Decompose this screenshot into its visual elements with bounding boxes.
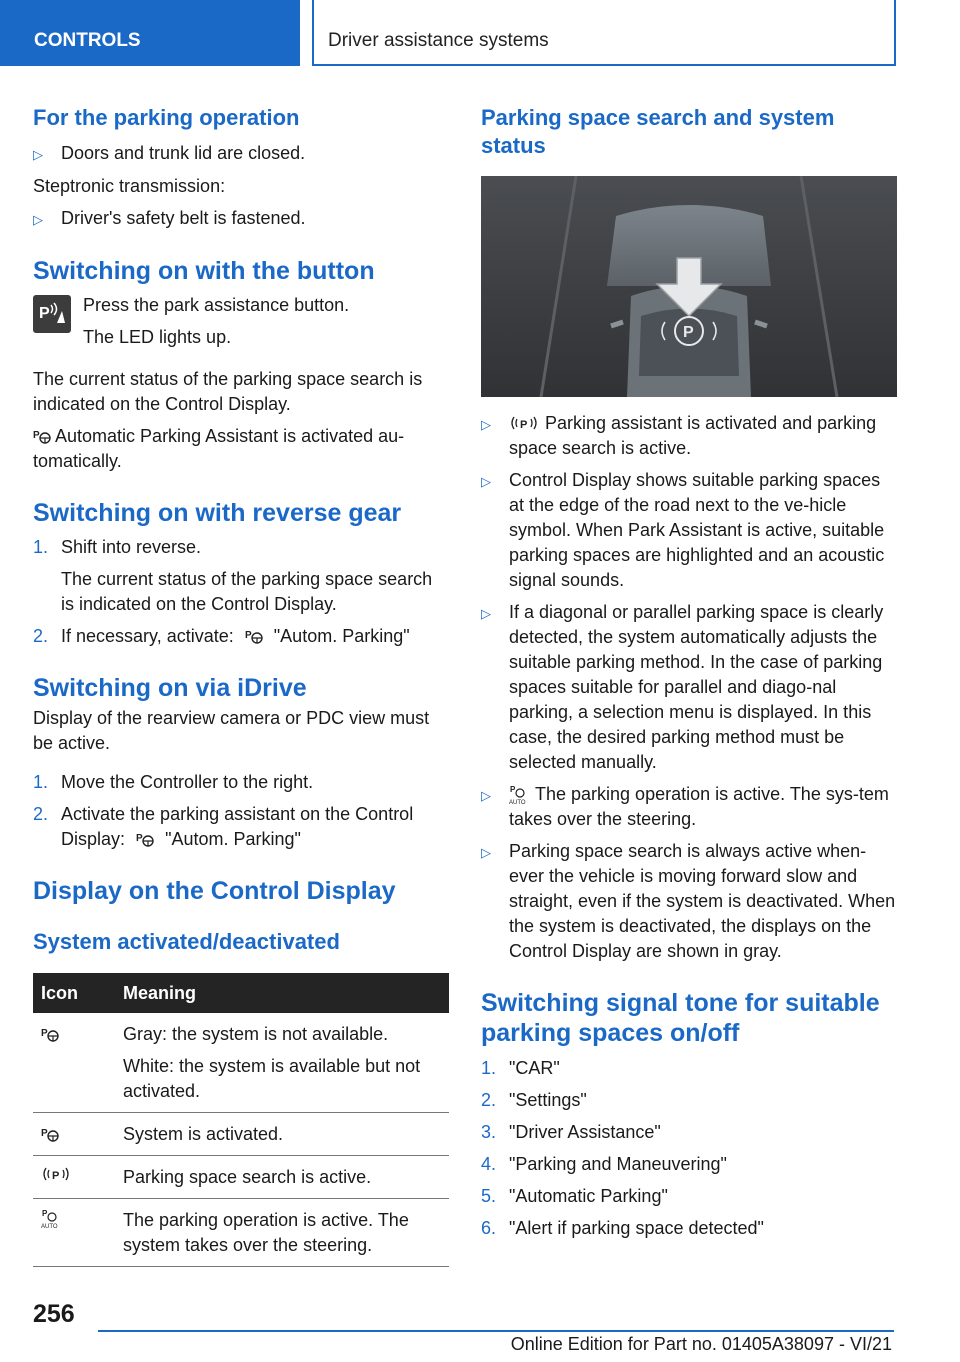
svg-text:P: P [41, 1028, 48, 1039]
list-item: 2. Activate the parking assistant on the Control Display: P "Autom. Parking" [33, 804, 414, 849]
table-row: P Parking space search is active. [33, 1156, 449, 1199]
bullet-triangle-icon: ▷ [33, 212, 43, 227]
list-item: ▷ Doors and trunk lid are closed. [33, 141, 449, 167]
svg-text:P: P [520, 419, 528, 431]
status-paragraph: The current status of the parking space search is indicated on the Control Display. [33, 369, 423, 414]
parking-display-image [481, 176, 897, 397]
heading-idrive: Switching on via iDrive [33, 674, 307, 702]
column-header-meaning: Meaning [115, 973, 449, 1013]
table-row: P System is activated. [33, 1113, 449, 1156]
bullet-triangle-icon: ▷ [481, 474, 491, 489]
heading-reverse-gear: Switching on with reverse gear [33, 499, 402, 527]
svg-text:AUTO: AUTO [41, 1224, 58, 1230]
bullet-triangle-icon: ▷ [481, 417, 491, 432]
svg-text:P: P [39, 305, 50, 322]
list-item: ▷ Control Display shows suitable parking spaces at the edge of the road next to the ve-hicle symbol. When Park Assistant is active, suitable parking spaces are highlighted and an acoustic signal sounds. [481, 468, 897, 593]
bullet-triangle-icon: ▷ [481, 606, 491, 621]
heading-control-display: Display on the Control Display [33, 877, 396, 905]
svg-text:P: P [683, 324, 694, 341]
svg-text:AUTO: AUTO [509, 800, 526, 806]
parking-search-waves-icon [509, 414, 539, 432]
list-item: 1. "CAR" [481, 1058, 560, 1078]
parking-search-waves-icon [41, 1165, 71, 1183]
list-item: 4. "Parking and Maneuvering" [481, 1154, 727, 1174]
svg-text:P: P [41, 1128, 48, 1139]
svg-text:P: P [52, 1170, 60, 1182]
list-item: ▷ Driver's safety belt is fastened. [33, 206, 449, 232]
parking-steering-icon [245, 628, 263, 644]
section-tab: CONTROLS [0, 0, 300, 66]
svg-text:P: P [510, 785, 516, 794]
page-number: 256 [33, 1300, 75, 1328]
list-item: ▷ Parking space search is always active when-ever the vehicle is moving forward slow and straight, even if the system is deactivated. When the system is deactivated, the displays on the Control Display are shown in gray. [481, 839, 897, 964]
parking-steering-icon [33, 428, 51, 444]
svg-text:P: P [244, 630, 252, 641]
list-item: 6. "Alert if parking space detected" [481, 1218, 764, 1238]
svg-text:P: P [42, 1209, 48, 1218]
steptronic-label: Steptronic transmission: [33, 176, 226, 196]
left-column [33, 100, 449, 1267]
list-item: ▷ P Parking assistant is activated and parking space search is active. [481, 411, 897, 461]
heading-switch-button: Switching on with the button [33, 257, 375, 285]
list-item: ▷ If a diagonal or parallel parking space is clearly detected, the system automatically adjusts the suitable parking method. In the case of parking spaces suitable for parallel and diago-nal parking, a selection menu is displayed. In this case, the desired parking method must be selected manually. [481, 600, 897, 775]
chapter-title: Driver assistance systems [312, 0, 896, 66]
parking-auto-icon [509, 784, 529, 806]
list-item: ▷ P AUTO The parking operation is active. The sys-tem takes over the steering. [481, 782, 897, 832]
auto-paragraph: P Automatic Parking Assistant is activated au-tomatically. [33, 426, 405, 471]
led-text: The LED lights up. [83, 327, 232, 347]
list-item: 1. Shift into reverse. The current status of the parking space search is indicated on the Control Display. [33, 537, 433, 614]
table-row: P AUTO The parking operation is active. The system takes over the steering. [33, 1199, 449, 1267]
table-header-row [33, 973, 449, 1013]
heading-parking-operation: For the parking operation [33, 105, 300, 130]
park-assist-button-icon [33, 295, 71, 333]
list-item: 1. Move the Controller to the right. [33, 772, 314, 792]
svg-text:P: P [33, 430, 40, 441]
list-item: 2. If necessary, activate: P "Autom. Parking" [33, 626, 410, 646]
button-instruction [33, 293, 449, 350]
right-column [481, 100, 897, 1241]
list-item: 3. "Driver Assistance" [481, 1122, 661, 1142]
bullet-triangle-icon: ▷ [33, 147, 43, 162]
column-header-icon: Icon [33, 973, 115, 1013]
bullet-triangle-icon: ▷ [481, 845, 491, 860]
parking-auto-icon [41, 1208, 61, 1230]
idrive-paragraph: Display of the rearview camera or PDC view must be active. [33, 708, 430, 753]
steps-list [481, 1056, 897, 1241]
edition-text: Online Edition for Part no. 01405A38097 - VI/21 [510, 1334, 892, 1354]
footer-divider [98, 1330, 894, 1332]
svg-text:P: P [136, 833, 143, 844]
table-row: P Gray: the system is not available. White: the system is available but not activated. [33, 1013, 449, 1113]
heading-signal-tone: Switching signal tone for suitable parking spaces on/off [481, 989, 880, 1047]
parking-steering-icon [41, 1126, 59, 1142]
parking-steering-icon [136, 831, 154, 847]
list-item: 2. "Settings" [481, 1090, 587, 1110]
bullet-triangle-icon: ▷ [481, 788, 491, 803]
heading-parking-search: Parking space search and system status [481, 105, 835, 158]
parking-steering-icon [41, 1026, 59, 1042]
icon-meaning-table [33, 973, 449, 1267]
page-header [0, 0, 960, 66]
list-item: 5. "Automatic Parking" [481, 1186, 668, 1206]
press-button-text: Press the park assistance button. [83, 295, 350, 315]
heading-system-activated: System activated/deactivated [33, 929, 340, 954]
